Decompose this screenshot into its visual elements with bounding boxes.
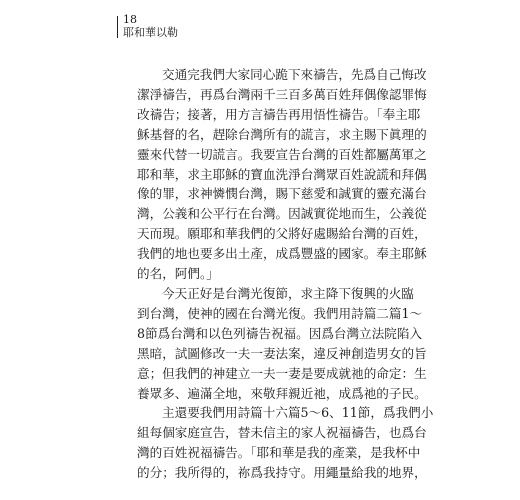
text-line: 主還要我們用詩篇十六篇5～6、11節，爲我們小	[162, 405, 434, 421]
text-line: 靈來代替一切謊言。我要宣告台灣的百姓都屬萬軍之	[137, 146, 427, 162]
text-line: 耶和華，求主耶穌的寶血洗淨台灣眾百姓說謊和拜偶	[137, 166, 427, 182]
header-rule	[117, 16, 118, 38]
text-line: 灣，公義和公平行在台灣。因誠實從地而生，公義從	[137, 206, 427, 222]
text-line: 穌基督的名，趕除台灣所有的謊言，求主賜下眞理的	[137, 126, 427, 142]
text-line: 今天正好是台灣光復節，求主降下復興的火臨	[162, 285, 414, 301]
text-line: 潔淨禱告，再爲台灣兩千三百多萬百姓拜偶像認罪悔	[137, 86, 427, 102]
text-line: 的分；我所得的，祢爲我持守。用繩量給我的地界，	[137, 465, 427, 481]
text-line: 我們的地也要多出土產，成爲豐盛的國家。奉主耶穌	[137, 246, 427, 262]
paragraph-1	[137, 65, 437, 284]
text-line: 養眾多、遍滿全地，來敬拜親近祂，成爲祂的子民。	[137, 385, 427, 401]
page-number: 18	[123, 13, 137, 26]
text-line: 組每個家庭宣告，替未信主的家人祝福禱告，也爲台	[137, 425, 427, 441]
text-line: 8節爲台灣和以色列禱告祝福。因爲台灣立法院陷入	[137, 325, 423, 341]
text-line: 交通完我們大家同心跪下來禱告，先爲自己悔改	[162, 67, 427, 82]
text-line: 改禱告；接著，用方言禱告再用悟性禱告。「奉主耶	[137, 106, 421, 122]
paragraph-3	[137, 403, 437, 483]
body-text	[137, 65, 437, 483]
text-line: 的名，阿們。」	[137, 266, 219, 282]
running-head: 耶和華以勒	[123, 26, 178, 39]
text-line: 天而現。願耶和華我們的父將好處賜給台灣的百姓，	[137, 226, 427, 242]
text-line: 到台灣，使神的國在台灣光復。我們用詩篇二篇1～	[137, 305, 423, 321]
text-line: 黑暗，試圖修改一夫一妻法案，違反神創造男女的旨	[137, 345, 427, 361]
text-line: 灣的百姓祝福禱告。「耶和華是我的產業，是我杯中	[137, 445, 421, 461]
text-line: 意；但我們的神建立一夫一妻是要成就祂的命定：生	[137, 365, 427, 381]
text-line: 像的罪，求神憐憫台灣，賜下慈愛和誠實的靈充滿台	[137, 186, 427, 202]
paragraph-2	[137, 284, 437, 403]
